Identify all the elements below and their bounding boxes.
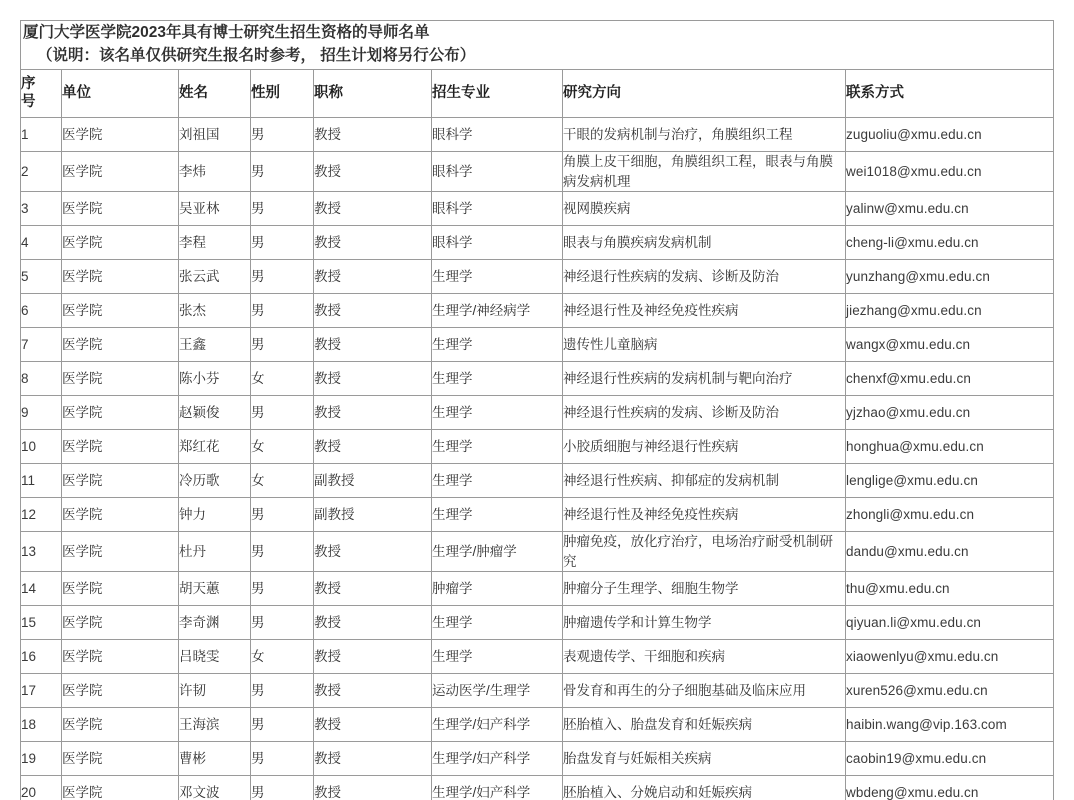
table-row — [21, 674, 1054, 708]
cell-direction: 角膜上皮干细胞，角膜组织工程，眼表与角膜病发病机理 — [563, 152, 846, 192]
column-header-name: 姓名 — [179, 70, 251, 118]
cell-rank: 教授 — [314, 742, 432, 776]
column-header-major: 招生专业 — [432, 70, 563, 118]
cell-seq: 6 — [21, 294, 62, 328]
cell-name: 钟力 — [179, 498, 251, 532]
column-header-sex: 性别 — [251, 70, 314, 118]
cell-contact: xuren526@xmu.edu.cn — [846, 674, 1054, 708]
cell-sex: 男 — [251, 226, 314, 260]
cell-unit: 医学院 — [62, 708, 179, 742]
table-body — [21, 118, 1054, 800]
column-header-seq — [21, 70, 62, 118]
cell-sex: 男 — [251, 572, 314, 606]
cell-sex: 男 — [251, 532, 314, 572]
cell-seq: 9 — [21, 396, 62, 430]
table-row — [21, 118, 1054, 152]
cell-direction: 眼表与角膜疾病发病机制 — [563, 226, 846, 260]
cell-seq: 11 — [21, 464, 62, 498]
cell-name: 郑红花 — [179, 430, 251, 464]
cell-sex: 女 — [251, 430, 314, 464]
cell-unit: 医学院 — [62, 498, 179, 532]
cell-name: 陈小芬 — [179, 362, 251, 396]
cell-contact: xiaowenlyu@xmu.edu.cn — [846, 640, 1054, 674]
cell-seq: 12 — [21, 498, 62, 532]
cell-unit: 医学院 — [62, 572, 179, 606]
cell-unit: 医学院 — [62, 328, 179, 362]
roster-table-container — [20, 20, 1053, 800]
cell-rank: 教授 — [314, 532, 432, 572]
cell-seq: 13 — [21, 532, 62, 572]
page-title: 厦门大学医学院2023年具有博士研究生招生资格的导师名单 — [23, 24, 430, 41]
advisor-roster-table — [20, 20, 1054, 800]
cell-unit: 医学院 — [62, 294, 179, 328]
cell-seq: 7 — [21, 328, 62, 362]
cell-rank: 教授 — [314, 118, 432, 152]
cell-major: 生理学 — [432, 498, 563, 532]
cell-major: 运动医学/生理学 — [432, 674, 563, 708]
table-row — [21, 192, 1054, 226]
cell-major: 生理学 — [432, 640, 563, 674]
cell-contact: lenglige@xmu.edu.cn — [846, 464, 1054, 498]
cell-name: 曹彬 — [179, 742, 251, 776]
cell-direction: 神经退行性疾病的发病、诊断及防治 — [563, 260, 846, 294]
table-row — [21, 464, 1054, 498]
cell-name: 胡天蕙 — [179, 572, 251, 606]
table-row — [21, 294, 1054, 328]
cell-major: 生理学 — [432, 430, 563, 464]
cell-unit: 医学院 — [62, 464, 179, 498]
cell-seq: 14 — [21, 572, 62, 606]
cell-name: 李奇渊 — [179, 606, 251, 640]
cell-unit: 医学院 — [62, 606, 179, 640]
column-header-unit: 单位 — [62, 70, 179, 118]
cell-sex: 男 — [251, 118, 314, 152]
cell-sex: 女 — [251, 362, 314, 396]
table-row — [21, 430, 1054, 464]
column-header-contact: 联系方式 — [846, 70, 1054, 118]
cell-contact: cheng-li@xmu.edu.cn — [846, 226, 1054, 260]
cell-seq: 8 — [21, 362, 62, 396]
cell-contact: zhongli@xmu.edu.cn — [846, 498, 1054, 532]
cell-contact: caobin19@xmu.edu.cn — [846, 742, 1054, 776]
cell-seq: 20 — [21, 776, 62, 800]
cell-rank: 教授 — [314, 396, 432, 430]
cell-seq: 16 — [21, 640, 62, 674]
cell-contact: dandu@xmu.edu.cn — [846, 532, 1054, 572]
cell-sex: 男 — [251, 192, 314, 226]
cell-major: 生理学 — [432, 362, 563, 396]
cell-contact: thu@xmu.edu.cn — [846, 572, 1054, 606]
cell-contact: yunzhang@xmu.edu.cn — [846, 260, 1054, 294]
cell-sex: 男 — [251, 260, 314, 294]
cell-sex: 男 — [251, 294, 314, 328]
cell-unit: 医学院 — [62, 640, 179, 674]
cell-unit: 医学院 — [62, 776, 179, 800]
cell-seq: 19 — [21, 742, 62, 776]
table-row — [21, 572, 1054, 606]
cell-seq: 17 — [21, 674, 62, 708]
cell-direction: 表观遗传学、干细胞和疾病 — [563, 640, 846, 674]
cell-major: 生理学/肿瘤学 — [432, 532, 563, 572]
cell-seq: 10 — [21, 430, 62, 464]
column-header-direction: 研究方向 — [563, 70, 846, 118]
table-row — [21, 328, 1054, 362]
table-head — [21, 21, 1054, 118]
cell-sex: 男 — [251, 498, 314, 532]
cell-direction: 肿瘤分子生理学、细胞生物学 — [563, 572, 846, 606]
cell-rank: 教授 — [314, 606, 432, 640]
table-row — [21, 260, 1054, 294]
table-row — [21, 152, 1054, 192]
cell-rank: 教授 — [314, 362, 432, 396]
cell-rank: 教授 — [314, 260, 432, 294]
cell-contact: chenxf@xmu.edu.cn — [846, 362, 1054, 396]
cell-direction: 神经退行性疾病的发病、诊断及防治 — [563, 396, 846, 430]
cell-unit: 医学院 — [62, 742, 179, 776]
cell-contact: qiyuan.li@xmu.edu.cn — [846, 606, 1054, 640]
cell-seq: 18 — [21, 708, 62, 742]
cell-major: 眼科学 — [432, 226, 563, 260]
cell-direction: 胎盘发育与妊娠相关疾病 — [563, 742, 846, 776]
cell-sex: 男 — [251, 328, 314, 362]
cell-seq: 1 — [21, 118, 62, 152]
cell-unit: 医学院 — [62, 152, 179, 192]
cell-direction: 遗传性儿童脑病 — [563, 328, 846, 362]
cell-contact: yjzhao@xmu.edu.cn — [846, 396, 1054, 430]
column-header-row — [21, 70, 1054, 118]
cell-sex: 男 — [251, 606, 314, 640]
cell-rank: 教授 — [314, 192, 432, 226]
title-row — [21, 21, 1054, 70]
cell-name: 张杰 — [179, 294, 251, 328]
cell-name: 吴亚林 — [179, 192, 251, 226]
cell-unit: 医学院 — [62, 674, 179, 708]
cell-sex: 男 — [251, 742, 314, 776]
cell-contact: zuguoliu@xmu.edu.cn — [846, 118, 1054, 152]
table-row — [21, 606, 1054, 640]
cell-direction: 胚胎植入、胎盘发育和妊娠疾病 — [563, 708, 846, 742]
cell-seq: 2 — [21, 152, 62, 192]
cell-direction: 肿瘤遗传学和计算生物学 — [563, 606, 846, 640]
cell-direction: 神经退行性及神经免疫性疾病 — [563, 294, 846, 328]
cell-name: 冷历歌 — [179, 464, 251, 498]
cell-direction: 神经退行性疾病的发病机制与靶向治疗 — [563, 362, 846, 396]
table-row — [21, 640, 1054, 674]
cell-rank: 副教授 — [314, 498, 432, 532]
cell-rank: 教授 — [314, 572, 432, 606]
cell-major: 生理学 — [432, 328, 563, 362]
cell-seq: 3 — [21, 192, 62, 226]
cell-major: 生理学 — [432, 464, 563, 498]
cell-contact: wbdeng@xmu.edu.cn — [846, 776, 1054, 800]
cell-contact: yalinw@xmu.edu.cn — [846, 192, 1054, 226]
table-row — [21, 362, 1054, 396]
cell-unit: 医学院 — [62, 396, 179, 430]
cell-direction: 神经退行性及神经免疫性疾病 — [563, 498, 846, 532]
cell-rank: 副教授 — [314, 464, 432, 498]
cell-major: 眼科学 — [432, 118, 563, 152]
cell-major: 生理学/妇产科学 — [432, 708, 563, 742]
cell-name: 王海滨 — [179, 708, 251, 742]
cell-name: 王鑫 — [179, 328, 251, 362]
cell-direction: 胚胎植入、分娩启动和妊娠疾病 — [563, 776, 846, 800]
cell-major: 生理学/神经病学 — [432, 294, 563, 328]
cell-name: 吕晓雯 — [179, 640, 251, 674]
cell-unit: 医学院 — [62, 192, 179, 226]
cell-contact: jiezhang@xmu.edu.cn — [846, 294, 1054, 328]
cell-major: 生理学 — [432, 260, 563, 294]
cell-rank: 教授 — [314, 226, 432, 260]
cell-direction: 骨发育和再生的分子细胞基础及临床应用 — [563, 674, 846, 708]
cell-unit: 医学院 — [62, 430, 179, 464]
cell-name: 杜丹 — [179, 532, 251, 572]
cell-major: 眼科学 — [432, 192, 563, 226]
cell-seq: 4 — [21, 226, 62, 260]
cell-direction: 小胶质细胞与神经退行性疾病 — [563, 430, 846, 464]
cell-name: 邓文波 — [179, 776, 251, 800]
cell-sex: 男 — [251, 674, 314, 708]
table-row — [21, 708, 1054, 742]
cell-sex: 男 — [251, 152, 314, 192]
cell-contact: wei1018@xmu.edu.cn — [846, 152, 1054, 192]
table-row — [21, 226, 1054, 260]
column-header-seq-line1: 序 — [21, 76, 36, 93]
cell-name: 赵颖俊 — [179, 396, 251, 430]
cell-major: 生理学/妇产科学 — [432, 776, 563, 800]
cell-name: 李程 — [179, 226, 251, 260]
cell-major: 生理学 — [432, 396, 563, 430]
cell-major: 肿瘤学 — [432, 572, 563, 606]
cell-sex: 男 — [251, 396, 314, 430]
cell-sex: 男 — [251, 708, 314, 742]
cell-major: 眼科学 — [432, 152, 563, 192]
cell-rank: 教授 — [314, 430, 432, 464]
cell-contact: honghua@xmu.edu.cn — [846, 430, 1054, 464]
cell-name: 张云武 — [179, 260, 251, 294]
table-row — [21, 396, 1054, 430]
cell-unit: 医学院 — [62, 226, 179, 260]
column-header-rank: 职称 — [314, 70, 432, 118]
cell-rank: 教授 — [314, 328, 432, 362]
cell-rank: 教授 — [314, 152, 432, 192]
cell-unit: 医学院 — [62, 260, 179, 294]
cell-sex: 男 — [251, 776, 314, 800]
page-subtitle: （说明：该名单仅供研究生报名时参考， 招生计划将另行公布） — [37, 47, 476, 65]
table-row — [21, 776, 1054, 800]
cell-contact: wangx@xmu.edu.cn — [846, 328, 1054, 362]
cell-rank: 教授 — [314, 776, 432, 800]
cell-unit: 医学院 — [62, 118, 179, 152]
cell-rank: 教授 — [314, 674, 432, 708]
table-row — [21, 498, 1054, 532]
cell-seq: 15 — [21, 606, 62, 640]
table-row — [21, 532, 1054, 572]
cell-name: 刘祖国 — [179, 118, 251, 152]
column-header-seq-line2: 号 — [21, 93, 36, 110]
cell-direction: 神经退行性疾病、抑郁症的发病机制 — [563, 464, 846, 498]
cell-direction: 肿瘤免疫，放化疗治疗，电场治疗耐受机制研究 — [563, 532, 846, 572]
cell-contact: haibin.wang@vip.163.com — [846, 708, 1054, 742]
cell-major: 生理学 — [432, 606, 563, 640]
cell-major: 生理学/妇产科学 — [432, 742, 563, 776]
cell-name: 李炜 — [179, 152, 251, 192]
cell-direction: 视网膜疾病 — [563, 192, 846, 226]
cell-seq: 5 — [21, 260, 62, 294]
table-row — [21, 742, 1054, 776]
document-title-cell — [21, 21, 1054, 70]
cell-rank: 教授 — [314, 294, 432, 328]
cell-unit: 医学院 — [62, 532, 179, 572]
cell-name: 许韧 — [179, 674, 251, 708]
cell-sex: 女 — [251, 640, 314, 674]
cell-unit: 医学院 — [62, 362, 179, 396]
cell-direction: 干眼的发病机制与治疗，角膜组织工程 — [563, 118, 846, 152]
cell-rank: 教授 — [314, 640, 432, 674]
cell-rank: 教授 — [314, 708, 432, 742]
cell-sex: 女 — [251, 464, 314, 498]
